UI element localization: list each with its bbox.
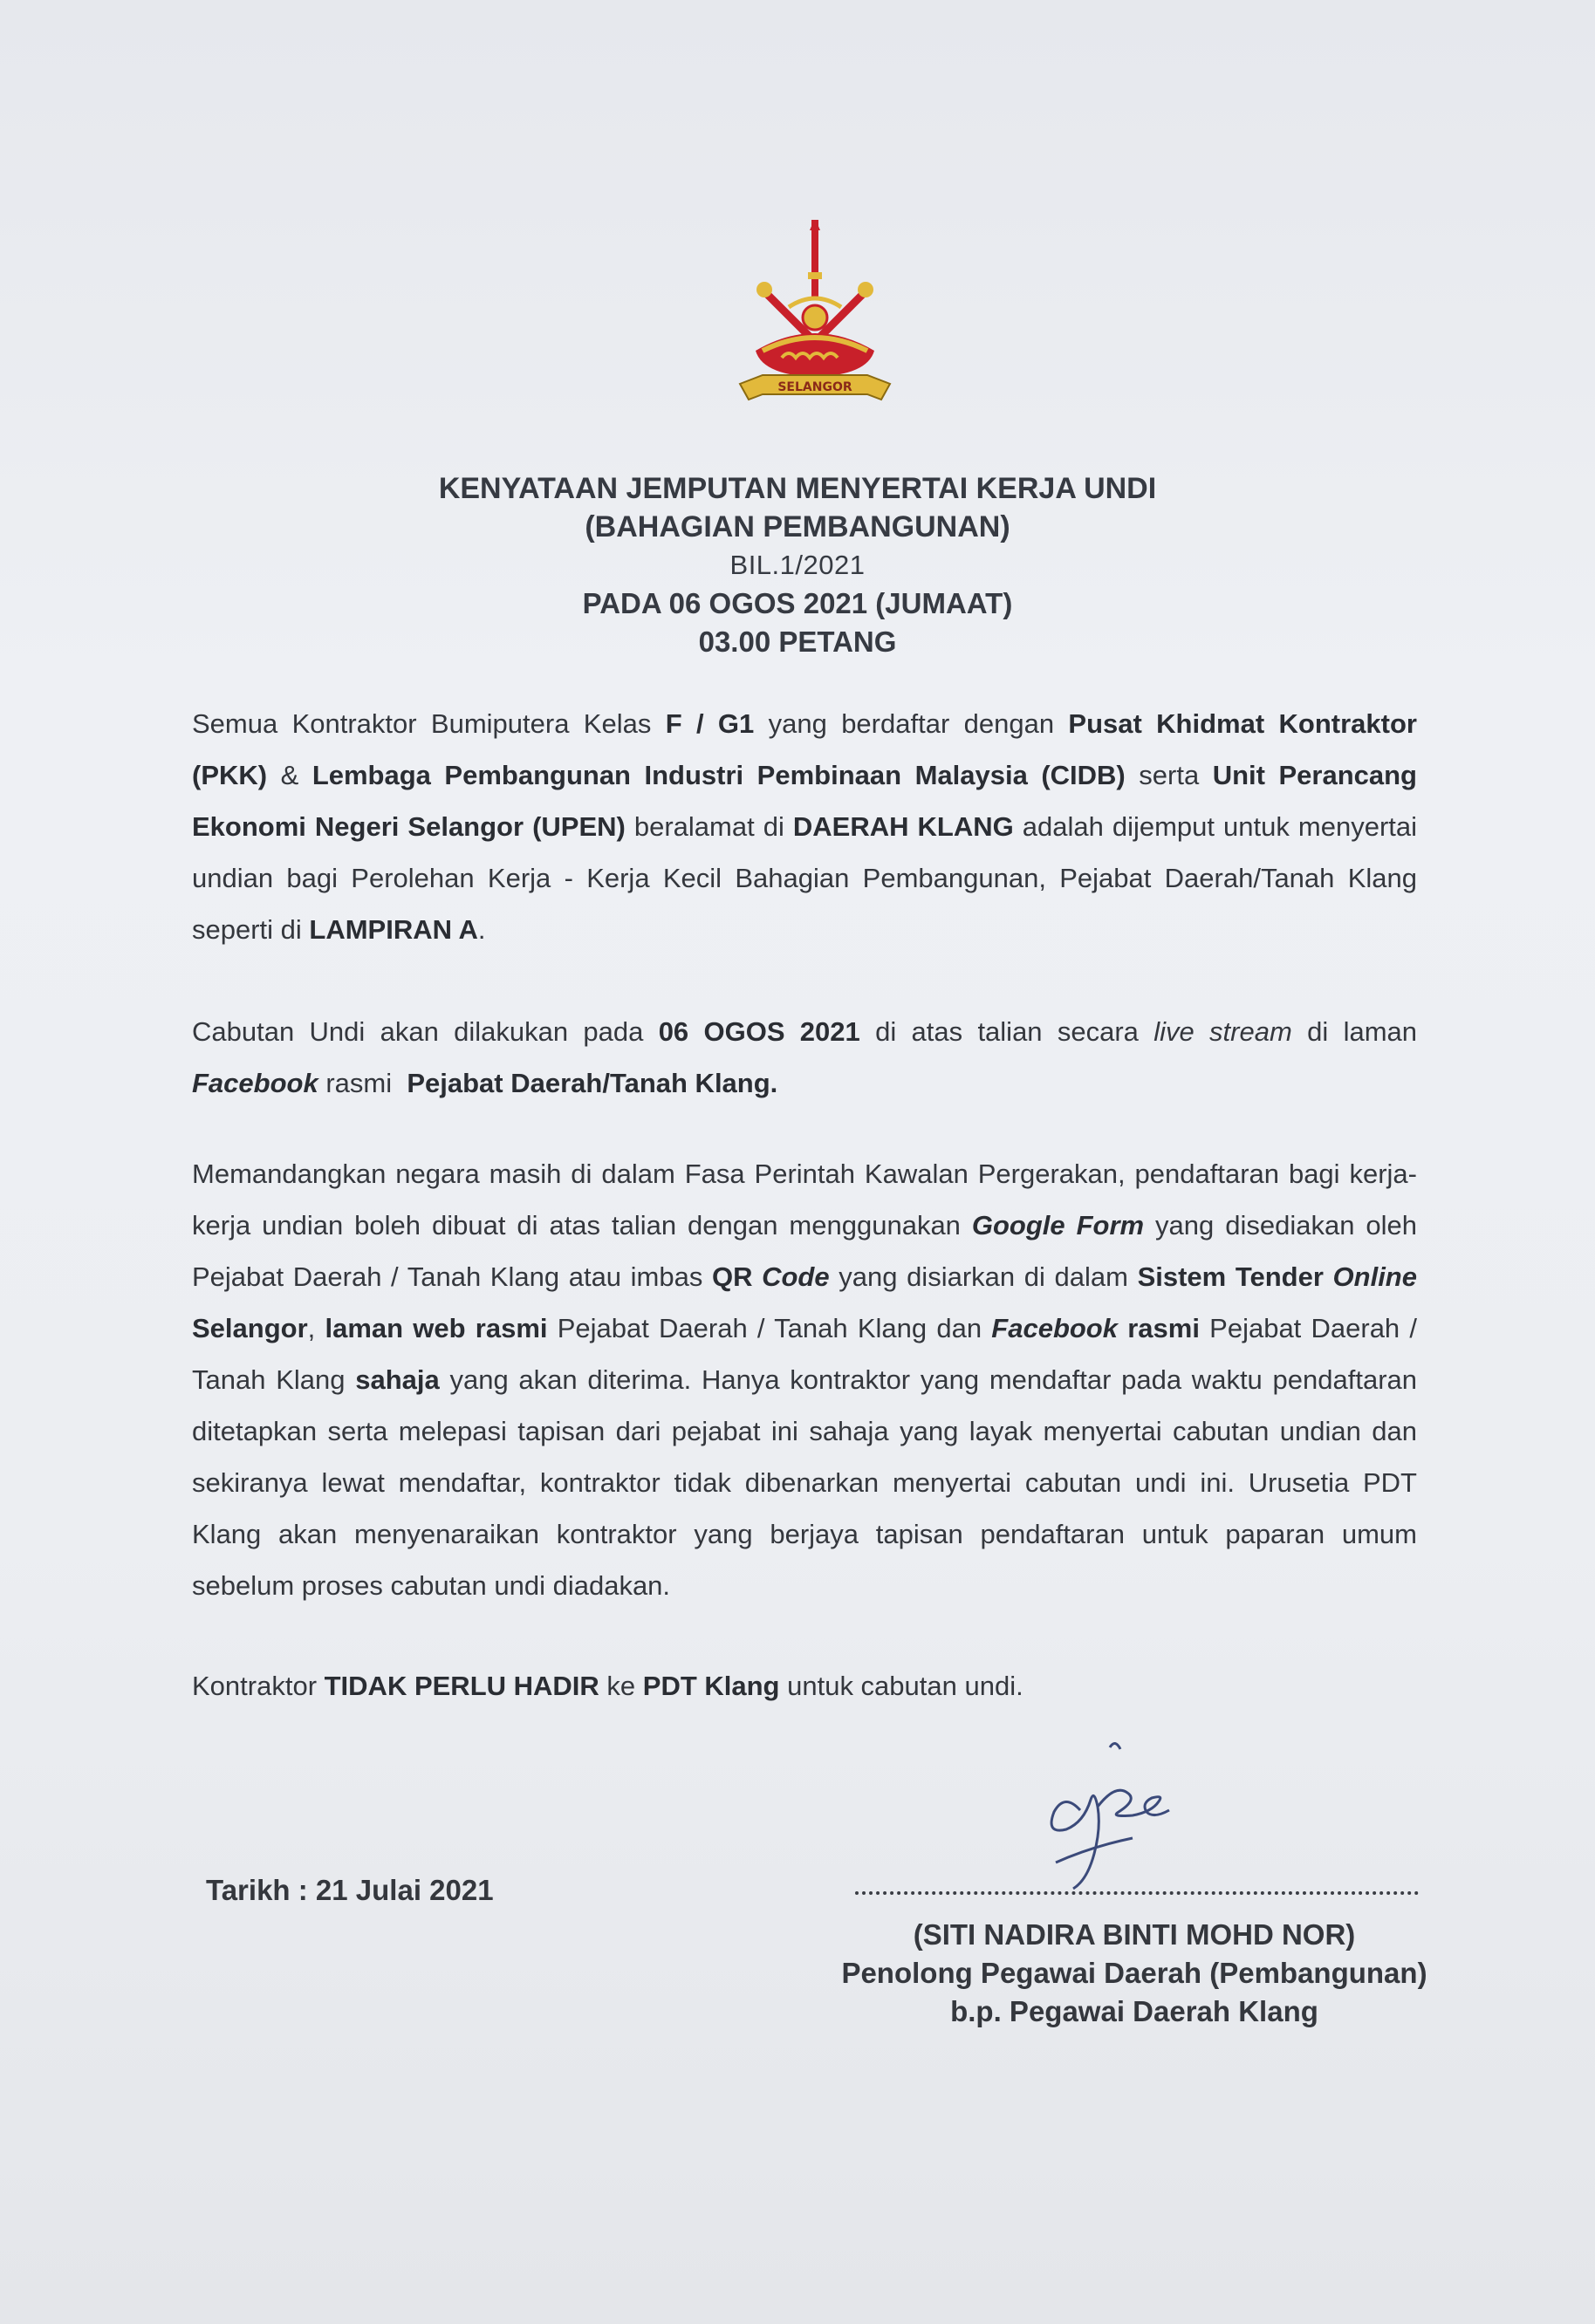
text: Pejabat Daerah / Tanah Klang dan — [547, 1313, 992, 1343]
official-text: rasmi — [1127, 1313, 1200, 1343]
google-form-text: Google Form — [971, 1210, 1145, 1241]
online-text: Online — [1332, 1261, 1417, 1292]
qr-text: QR — [711, 1261, 753, 1292]
paragraph-registration — [192, 1148, 1417, 1611]
text: serta — [1125, 760, 1213, 790]
appendix-reference: LAMPIRAN A — [309, 914, 478, 945]
text: . — [477, 914, 486, 945]
notice-reference-number: BIL.1/2021 — [729, 550, 866, 580]
notice-time: 03.00 PETANG — [698, 625, 897, 658]
signatory-title: Penolong Pegawai Daerah (Pembangunan) — [841, 1957, 1427, 1989]
text: , — [307, 1313, 325, 1343]
only-text: sahaja — [355, 1364, 440, 1395]
text: yang akan diterima. Hanya kontraktor yang mendaftar pada waktu pendaftaran ditetapkan serta melepasi tapisan dari pejabat ini sahaja yang layak menyertai cabutan undian dan sekiranya lewat mendaftar, kontraktor tidak dibenarkan menyertai cabutan undi ini. Urusetia PDT Klang akan menyenaraikan kontraktor yang berjaya tapisan pendaftaran untuk paparan umum sebelum proses cabutan undi diadakan. — [192, 1364, 1417, 1601]
no-attendance-text: TIDAK PERLU HADIR — [324, 1671, 599, 1701]
signatory-block — [785, 1916, 1483, 2031]
text: di atas talian secara — [859, 1016, 1154, 1047]
issue-date: Tarikh : 21 Julai 2021 — [206, 1874, 494, 1906]
text: Cabutan Undi akan dilakukan pada — [192, 1016, 659, 1047]
notice-subtitle: (BAHAGIAN PEMBANGUNAN) — [585, 510, 1010, 543]
selangor-emblem — [736, 220, 893, 412]
code-text: Code — [762, 1261, 830, 1292]
text: di laman — [1291, 1016, 1417, 1047]
cidb-name: Lembaga Pembangunan Industri Pembinaan Malaysia (CIDB) — [311, 760, 1126, 790]
text: ke — [599, 1671, 643, 1701]
tender-system-text: Sistem Tender — [1137, 1261, 1324, 1292]
text: yang berdaftar dengan — [754, 708, 1069, 739]
notice-title: KENYATAAN JEMPUTAN MENYERTAI KERJA UNDI — [438, 472, 1157, 505]
notice-date: PADA 06 OGOS 2021 (JUMAAT) — [582, 587, 1013, 619]
signatory-organization: b.p. Pegawai Daerah Klang — [950, 1995, 1318, 2027]
live-stream-text: live stream — [1153, 1016, 1292, 1047]
signatory-name: (SITI NADIRA BINTI MOHD NOR) — [913, 1918, 1356, 1951]
office-name: Pejabat Daerah/Tanah Klang. — [407, 1068, 778, 1098]
paragraph-draw-details — [192, 1006, 1417, 1109]
notice-heading — [0, 469, 1595, 661]
text: adalah dijemput untuk menyertai undian bagi Perolehan Kerja - Kerja Kecil Bahagian Pembangunan, Pejabat Daerah/Tanah Klang seperti di — [192, 811, 1418, 945]
official-website-text: laman web rasmi — [325, 1313, 548, 1343]
paragraph-attendance — [192, 1660, 1417, 1712]
paragraph-eligibility — [192, 698, 1417, 955]
facebook-text: Facebook — [192, 1068, 318, 1098]
text: beralamat di — [625, 811, 793, 842]
pdt-klang-text: PDT Klang — [642, 1671, 780, 1701]
text: Kontraktor — [192, 1671, 325, 1701]
draw-date: 06 OGOS 2021 — [658, 1016, 860, 1047]
text: Semua Kontraktor Bumiputera Kelas — [192, 708, 666, 739]
upen-name: Unit Perancang Ekonomi Negeri Selangor (UPEN) — [192, 760, 1417, 842]
text: Memandangkan negara masih di dalam Fasa Perintah Kawalan Pergerakan, pendaftaran bagi kerja-kerja undian boleh dibuat di atas talian dengan menggunakan — [192, 1159, 1417, 1241]
text: untuk cabutan undi. — [779, 1671, 1023, 1701]
emblem-scroll-text: SELANGOR — [777, 380, 852, 394]
text: yang disediakan oleh Pejabat Daerah / Tanah Klang atau imbas — [192, 1210, 1417, 1292]
handwritten-signature — [1030, 1732, 1195, 1897]
signature-line — [855, 1891, 1419, 1895]
pkk-name: Pusat Khidmat Kontraktor (PKK) — [192, 708, 1417, 790]
facebook-text: Facebook — [991, 1313, 1118, 1343]
contractor-class: F / G1 — [665, 708, 755, 739]
text: & — [267, 760, 312, 790]
selangor-text: Selangor — [192, 1313, 308, 1343]
district-name: DAERAH KLANG — [792, 811, 1014, 842]
text: yang disiarkan di dalam — [829, 1261, 1138, 1292]
text: rasmi — [318, 1068, 407, 1098]
text: Pejabat Daerah / Tanah Klang — [192, 1313, 1417, 1395]
